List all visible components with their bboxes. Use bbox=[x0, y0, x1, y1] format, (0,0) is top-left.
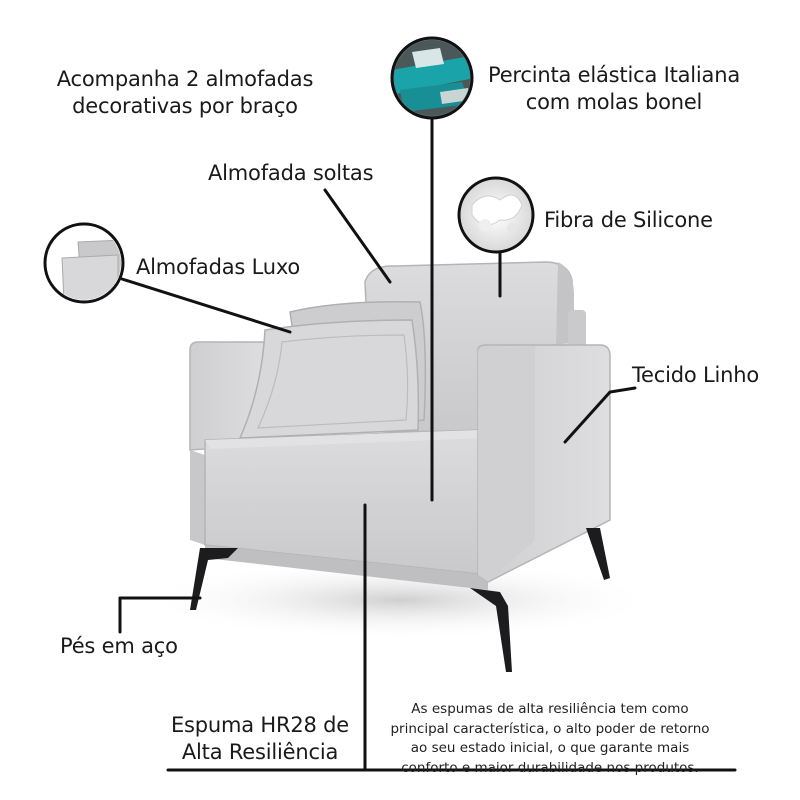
label-fibra-silicone: Fibra de Silicone bbox=[544, 208, 713, 232]
label-pes-aco: Pés em aço bbox=[60, 634, 178, 658]
silicone-fiber-icon bbox=[459, 178, 533, 252]
label-acompanha-line1: Acompanha 2 almofadas bbox=[56, 67, 314, 91]
label-acompanha-line2: decorativas por braço bbox=[72, 94, 298, 118]
label-tecido-linho: Tecido Linho bbox=[632, 363, 760, 387]
label-almofadas-luxo: Almofadas Luxo bbox=[136, 255, 301, 279]
decorative-pillows bbox=[240, 302, 425, 438]
note-line: As espumas de alta resiliência tem como bbox=[411, 701, 689, 717]
label-percinta bbox=[476, 62, 752, 116]
label-almofada-soltas: Almofada soltas bbox=[208, 161, 374, 185]
note-line: principal característica, o alto poder de retorno bbox=[390, 720, 710, 737]
label-espuma-line1: Espuma HR28 de bbox=[170, 713, 350, 737]
right-arm bbox=[478, 345, 610, 582]
label-acompanha bbox=[40, 66, 330, 120]
label-espuma bbox=[160, 712, 360, 766]
seat bbox=[205, 430, 488, 590]
percinta-detail-icon bbox=[390, 38, 480, 120]
note-line: ao seu estado inicial, o que garante mais bbox=[410, 740, 690, 756]
label-percinta-line1: Percinta elástica Italiana bbox=[487, 63, 740, 87]
label-espuma-line2: Alta Resiliência bbox=[181, 740, 339, 764]
label-percinta-line2: com molas bonel bbox=[525, 90, 703, 114]
espuma-description bbox=[360, 700, 740, 778]
note-line: conforto e maior durabilidade nos produtos. bbox=[401, 759, 699, 776]
luxury-cushion-icon bbox=[45, 224, 124, 302]
